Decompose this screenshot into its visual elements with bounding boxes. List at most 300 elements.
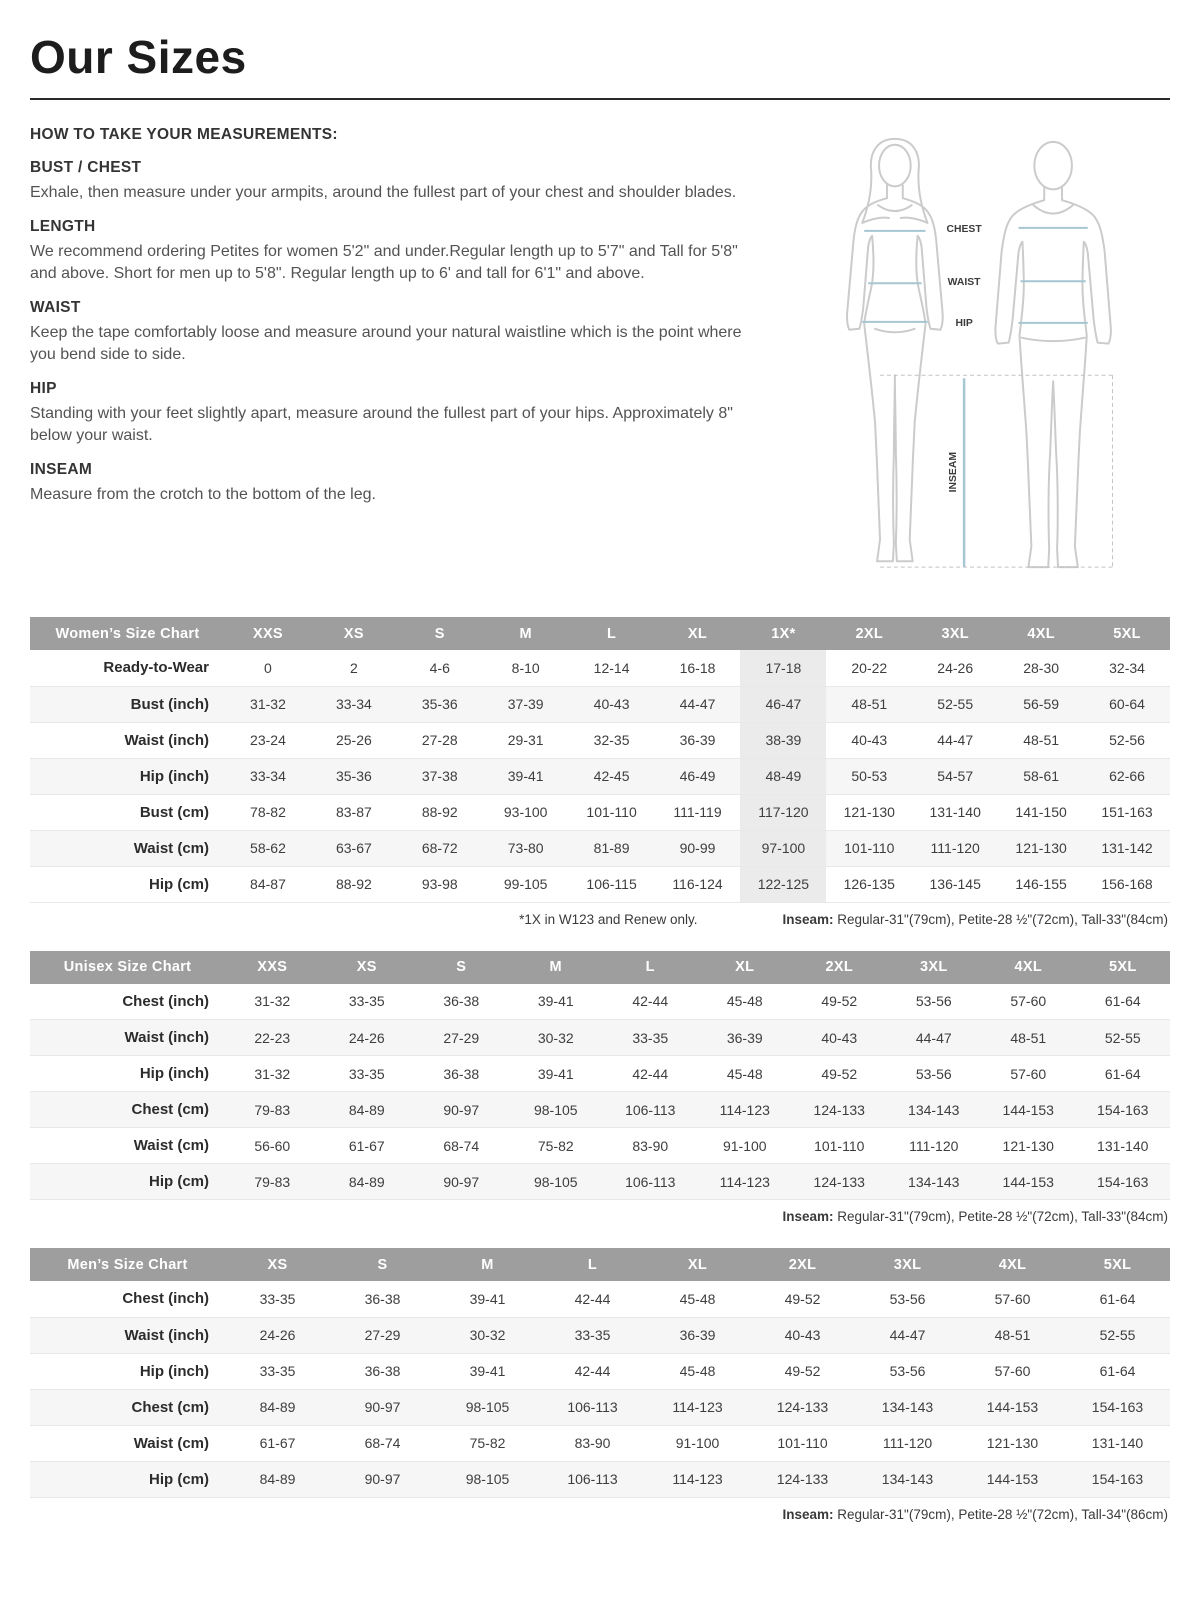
table-title: Women’s Size Chart [30,617,225,650]
inseam-footnote-text: Regular-31"(79cm), Petite-28 ½"(72cm), Tall-33"(84cm) [833,911,1168,927]
size-value-cell: 78-82 [250,804,286,820]
size-value-cell: 111-120 [882,1435,933,1451]
size-value-cell: 134-143 [881,1399,934,1415]
size-value-cell: 52-55 [1099,1327,1136,1343]
size-value-cell: 101-110 [814,1137,865,1154]
size-value-cell: 25-26 [335,732,372,748]
size-value-cell: 35-36 [335,768,372,784]
size-value-cell: 84-89 [348,1173,385,1190]
size-value-cell: 101-110 [844,840,895,856]
row-label: Hip (inch) [139,767,209,785]
size-value-cell: 88-92 [335,876,372,892]
table-row [30,1281,1170,1317]
size-value-cell: 56-59 [1023,696,1060,712]
size-value-cell: 39-41 [469,1363,506,1379]
size-value-cell: 48-49 [740,758,826,794]
size-value-cell: 31-32 [254,993,291,1010]
size-value-cell: 79-83 [254,1173,291,1190]
instruction-body: We recommend ordering Petites for women 5'2" and under.Regular length up to 5'7" and Tall for 5'8" and above. Short for men up to 5'8". Regular length up to 6' and tall for 6'1" and above. [30,243,738,282]
size-value-cell: 84-89 [348,1101,385,1118]
size-value-cell: 20-22 [851,659,888,676]
size-value-cell: 111-120 [909,1137,959,1154]
size-value-cell: 154-163 [1091,1471,1144,1487]
size-value-cell: 144-153 [1002,1173,1054,1190]
header-row [30,617,1170,650]
inseam-label: INSEAM [948,452,960,493]
measurement-instructions-section [30,100,1170,595]
size-value-cell: 42-44 [574,1363,611,1379]
size-value-cell: 49-52 [821,1065,858,1082]
size-value-cell: 39-41 [537,1065,574,1082]
size-value-cell: 117-120 [740,794,826,830]
size-value-cell: 81-89 [593,840,630,856]
size-value-cell: 101-110 [777,1435,828,1451]
instruction-waist [30,299,764,365]
table-row [30,866,1170,902]
size-value-cell: 27-29 [443,1029,480,1046]
table-row [30,794,1170,830]
table-row [30,1353,1170,1389]
size-column-header: XS [225,1248,330,1281]
size-value-cell: 36-38 [364,1363,401,1379]
mens-size-table [30,1248,1170,1498]
size-value-cell: 53-56 [889,1363,926,1379]
size-value-cell: 84-89 [259,1399,296,1415]
size-value-cell: 48-51 [851,696,888,712]
row-label: Waist (cm) [133,1137,209,1154]
row-label: Hip (cm) [149,1470,209,1488]
size-value-cell: 61-67 [348,1137,385,1154]
instruction-heading: INSEAM [30,461,93,479]
size-value-cell: 61-64 [1104,1065,1141,1082]
size-value-cell: 122-125 [740,866,826,902]
size-value-cell: 111-119 [673,804,722,820]
size-value-cell: 36-39 [679,732,716,748]
size-value-cell: 49-52 [784,1363,821,1379]
size-value-cell: 48-51 [994,1327,1031,1343]
size-value-cell: 151-163 [1101,804,1153,820]
instructions-heading: HOW TO TAKE YOUR MEASUREMENTS: [30,126,338,143]
size-value-cell: 36-38 [364,1290,401,1307]
size-column-header: S [330,1248,435,1281]
instruction-hip [30,380,764,446]
instructions-column [30,126,764,581]
size-value-cell: 61-67 [259,1435,296,1451]
size-value-cell: 124-133 [813,1173,865,1190]
size-column-header: L [603,951,698,984]
size-value-cell: 50-53 [851,768,888,784]
inseam-footnote [782,1507,1168,1522]
size-value-cell: 68-72 [421,840,458,856]
size-value-cell: 36-38 [443,1065,480,1082]
row-label: Hip (cm) [149,1173,209,1190]
row-label: Chest (inch) [122,1290,209,1308]
size-value-cell: 35-36 [421,696,458,712]
instruction-bust-chest [30,159,764,203]
size-value-cell: 114-123 [719,1173,770,1190]
size-value-cell: 154-163 [1091,1399,1144,1415]
size-value-cell: 33-35 [259,1290,296,1307]
measurement-figures-illustration [780,126,1168,581]
size-value-cell: 98-105 [533,1101,578,1118]
size-value-cell: 121-130 [1002,1137,1054,1154]
size-column-header: 3XL [855,1248,960,1281]
size-value-cell: 90-97 [443,1101,480,1118]
size-column-header: XXS [225,951,320,984]
row-label: Hip (cm) [149,875,209,893]
inseam-footnote-label: Inseam: [782,1506,834,1522]
size-value-cell: 32-35 [593,732,630,748]
instruction-heading: WAIST [30,299,81,317]
size-value-cell: 79-83 [254,1101,291,1118]
size-value-cell: 114-123 [672,1471,723,1487]
size-value-cell: 24-26 [348,1029,385,1046]
size-value-cell: 114-123 [719,1101,770,1118]
mens-table-footnotes [30,1498,1170,1524]
size-value-cell: 83-90 [632,1137,669,1154]
size-value-cell: 121-130 [1015,840,1067,856]
size-value-cell: 90-97 [443,1173,480,1190]
row-label: Hip (inch) [139,1065,209,1082]
size-value-cell: 68-74 [443,1137,480,1154]
header-row [30,951,1170,984]
size-value-cell: 124-133 [813,1101,865,1118]
size-value-cell: 88-92 [421,804,458,820]
inseam-footnote [782,912,1168,927]
size-value-cell: 33-35 [574,1327,611,1343]
size-column-header: 4XL [998,617,1084,650]
table-row [30,984,1170,1020]
size-value-cell: 101-110 [586,804,637,820]
womens-table-footnotes [30,903,1170,929]
row-label: Waist (cm) [133,839,209,857]
size-value-cell: 90-97 [364,1399,401,1415]
size-column-header: 2XL [826,617,912,650]
instruction-heading: HIP [30,380,57,398]
size-value-cell: 144-153 [1002,1101,1054,1118]
size-value-cell: 33-34 [250,768,286,784]
page-title: Our Sizes [30,31,247,83]
size-value-cell: 134-143 [908,1173,960,1190]
size-value-cell: 17-18 [740,650,826,686]
size-column-header: 5XL [1065,1248,1170,1281]
table-row [30,830,1170,866]
size-value-cell: 42-44 [574,1290,611,1307]
size-value-cell: 30-32 [469,1327,506,1343]
size-value-cell: 57-60 [1010,1065,1047,1082]
size-column-header: 5XL [1084,617,1170,650]
size-value-cell: 24-26 [259,1327,296,1343]
table-title: Unisex Size Chart [30,951,225,984]
size-column-header: 2XL [792,951,887,984]
size-value-cell: 56-60 [254,1137,291,1154]
size-value-cell: 61-64 [1099,1363,1136,1379]
size-value-cell: 57-60 [994,1290,1031,1307]
size-value-cell: 131-140 [1091,1435,1144,1451]
size-column-header: M [483,617,569,650]
size-value-cell: 154-163 [1097,1173,1149,1190]
table-row [30,1389,1170,1425]
size-value-cell: 106-113 [625,1173,676,1190]
size-value-cell: 98-105 [465,1471,510,1487]
size-column-header: 4XL [960,1248,1065,1281]
size-value-cell: 52-55 [1104,1029,1141,1046]
size-value-cell: 144-153 [986,1471,1039,1487]
row-label: Chest (inch) [122,992,209,1010]
size-value-cell: 23-24 [250,732,286,748]
man-figure [995,142,1111,567]
size-value-cell: 90-97 [364,1471,401,1487]
table-row [30,686,1170,722]
size-value-cell: 106-113 [567,1399,618,1415]
size-value-cell: 40-43 [851,732,888,748]
table-row [30,1020,1170,1056]
size-value-cell: 40-43 [821,1029,858,1046]
size-value-cell: 45-48 [679,1290,716,1307]
size-value-cell: 37-39 [507,696,544,712]
size-value-cell: 93-98 [421,876,458,892]
size-value-cell: 124-133 [776,1399,829,1415]
size-value-cell: 116-124 [672,876,723,892]
size-value-cell: 154-163 [1097,1101,1149,1118]
table-row [30,650,1170,686]
size-value-cell: 31-32 [254,1065,291,1082]
size-value-cell: 111-120 [930,840,980,856]
size-value-cell: 33-34 [335,696,372,712]
row-label: Waist (inch) [124,731,209,749]
table-title: Men’s Size Chart [30,1248,225,1281]
size-value-cell: 90-99 [679,840,716,856]
instruction-body: Exhale, then measure under your armpits, around the fullest part of your chest and shoulder blades. [30,184,737,201]
size-value-cell: 52-56 [1109,732,1145,748]
size-value-cell: 75-82 [469,1435,506,1451]
inseam-footnote-label: Inseam: [782,1209,834,1224]
size-value-cell: 75-82 [537,1137,574,1154]
size-value-cell: 42-44 [632,993,669,1010]
inseam-footnote-label: Inseam: [782,911,834,927]
one-x-footnote: *1X in W123 and Renew only. [519,911,698,927]
size-value-cell: 44-47 [937,732,974,748]
size-column-header: 1X* [740,617,826,650]
size-value-cell: 58-62 [250,840,286,856]
size-value-cell: 39-41 [537,993,574,1010]
size-value-cell: 124-133 [776,1471,829,1487]
man-body [995,187,1111,567]
woman-figure [847,139,943,561]
size-column-header: S [414,951,509,984]
size-value-cell: 31-32 [250,696,286,712]
size-value-cell: 8-10 [511,659,540,676]
size-value-cell: 131-140 [929,804,981,820]
size-value-cell: 12-14 [593,659,630,676]
man-clothing-lines [1021,205,1084,341]
row-label: Waist (inch) [124,1029,209,1046]
mens-size-chart-section [30,1248,1170,1524]
instruction-length [30,218,764,284]
hip-label: HIP [955,317,973,329]
size-value-cell: 53-56 [889,1290,926,1307]
size-column-header: M [435,1248,540,1281]
table-row [30,1092,1170,1128]
size-value-cell: 60-64 [1109,696,1145,712]
size-column-header: 5XL [1076,951,1171,984]
inseam-footnote-text: Regular-31"(79cm), Petite-28 ½"(72cm), Tall-34"(86cm) [833,1506,1168,1522]
size-value-cell: 48-51 [1010,1029,1047,1046]
size-value-cell: 144-153 [986,1399,1039,1415]
size-column-header: XL [655,617,741,650]
size-value-cell: 32-34 [1109,659,1145,676]
size-value-cell: 44-47 [915,1029,952,1046]
size-value-cell: 44-47 [679,696,716,712]
size-value-cell: 121-130 [843,804,895,820]
size-value-cell: 40-43 [784,1327,821,1343]
woman-clothing-lines [875,205,915,332]
size-value-cell: 57-60 [994,1363,1031,1379]
size-value-cell: 97-100 [740,830,826,866]
size-value-cell: 33-35 [348,1065,385,1082]
row-label: Waist (cm) [133,1434,209,1452]
size-value-cell: 83-87 [335,804,372,820]
table-row [30,1128,1170,1164]
instruction-inseam [30,461,764,505]
inseam-footnote-text: Regular-31"(79cm), Petite-28 ½"(72cm), Tall-33"(84cm) [833,1209,1168,1224]
size-value-cell: 46-49 [679,768,716,784]
size-value-cell: 37-38 [421,768,458,784]
unisex-size-chart-section [30,951,1170,1227]
size-column-header: 4XL [981,951,1076,984]
size-value-cell: 53-56 [915,993,952,1010]
instruction-body: Keep the tape comfortably loose and measure around your natural waistline which is the point where you bend side to side. [30,324,742,363]
size-column-header: XL [698,951,793,984]
size-value-cell: 131-140 [1097,1137,1149,1154]
waist-label: WAIST [947,277,981,289]
size-value-cell: 33-35 [632,1029,669,1046]
size-value-cell: 84-89 [259,1471,296,1487]
table-row [30,1317,1170,1353]
row-label: Chest (cm) [131,1398,209,1416]
row-label: Hip (inch) [139,1362,209,1380]
size-value-cell: 63-67 [335,840,372,856]
size-value-cell: 48-51 [1023,732,1060,748]
man-head [1034,142,1072,189]
size-value-cell: 134-143 [908,1101,960,1118]
instruction-body: Standing with your feet slightly apart, measure around the fullest part of your hips. Approximately 8" below your waist. [30,405,733,444]
size-value-cell: 52-55 [937,696,974,712]
size-value-cell: 61-64 [1099,1290,1136,1307]
size-value-cell: 106-113 [625,1101,676,1118]
size-column-header: S [397,617,483,650]
size-value-cell: 134-143 [881,1471,934,1487]
man-measure-lines [1019,228,1088,323]
size-value-cell: 141-150 [1015,804,1067,820]
unisex-size-table [30,951,1170,1201]
size-column-header: 2XL [750,1248,855,1281]
size-value-cell: 156-168 [1101,876,1153,892]
size-value-cell: 38-39 [740,722,826,758]
size-value-cell: 46-47 [740,686,826,722]
size-value-cell: 49-52 [821,993,858,1010]
size-value-cell: 93-100 [503,804,548,820]
woman-head [879,145,911,187]
size-value-cell: 33-35 [348,993,385,1010]
table-row [30,1425,1170,1461]
size-value-cell: 61-64 [1104,993,1141,1010]
size-value-cell: 0 [264,659,272,676]
unisex-table-footnotes [30,1200,1170,1226]
size-value-cell: 36-38 [443,993,480,1010]
size-value-cell: 99-105 [503,876,548,892]
inseam-footnote [782,1209,1168,1224]
size-column-header: 3XL [912,617,998,650]
size-column-header: 3XL [887,951,982,984]
table-row [30,758,1170,794]
table-row [30,722,1170,758]
womens-size-chart-section [30,617,1170,929]
size-value-cell: 121-130 [986,1435,1039,1451]
size-value-cell: 39-41 [469,1290,506,1307]
size-value-cell: 2 [349,659,358,676]
womens-size-table [30,617,1170,903]
size-value-cell: 42-45 [593,768,630,784]
size-value-cell: 98-105 [533,1173,578,1190]
size-column-header: XS [311,617,397,650]
size-value-cell: 136-145 [929,876,981,892]
size-column-header: XS [320,951,415,984]
size-value-cell: 58-61 [1023,768,1060,784]
size-value-cell: 36-39 [679,1327,716,1343]
instruction-heading: BUST / CHEST [30,159,142,176]
size-value-cell: 44-47 [889,1327,926,1343]
size-value-cell: 84-87 [250,876,286,892]
size-value-cell: 146-155 [1015,876,1067,892]
instruction-body: Measure from the crotch to the bottom of the leg. [30,486,376,504]
size-value-cell: 106-115 [586,876,637,892]
size-value-cell: 91-100 [675,1435,720,1451]
size-value-cell: 45-48 [726,1065,763,1082]
row-label: Waist (inch) [124,1326,209,1344]
size-value-cell: 53-56 [915,1065,952,1082]
size-value-cell: 131-142 [1101,840,1153,856]
size-value-cell: 57-60 [1010,993,1047,1010]
size-value-cell: 114-123 [672,1399,723,1415]
size-value-cell: 4-6 [429,659,450,676]
size-column-header: XL [645,1248,750,1281]
size-value-cell: 16-18 [679,659,716,676]
size-value-cell: 68-74 [364,1435,401,1451]
woman-body [847,185,943,561]
chest-label: CHEST [946,223,982,235]
size-value-cell: 27-28 [421,732,458,748]
size-value-cell: 42-44 [632,1065,669,1082]
size-value-cell: 54-57 [937,768,974,784]
size-value-cell: 49-52 [784,1290,821,1307]
size-value-cell: 91-100 [722,1137,767,1154]
size-value-cell: 24-26 [937,659,974,676]
size-value-cell: 126-135 [843,876,895,892]
measurement-diagram [778,126,1170,581]
size-value-cell: 45-48 [726,993,763,1010]
size-value-cell: 83-90 [574,1435,611,1451]
table-row [30,1461,1170,1497]
size-value-cell: 36-39 [726,1029,763,1046]
size-column-header: L [569,617,655,650]
size-value-cell: 106-113 [567,1471,618,1487]
size-value-cell: 30-32 [537,1029,574,1046]
size-value-cell: 27-29 [364,1327,401,1343]
row-label: Chest (cm) [131,1101,209,1118]
size-value-cell: 45-48 [679,1363,716,1379]
size-value-cell: 33-35 [259,1363,296,1379]
